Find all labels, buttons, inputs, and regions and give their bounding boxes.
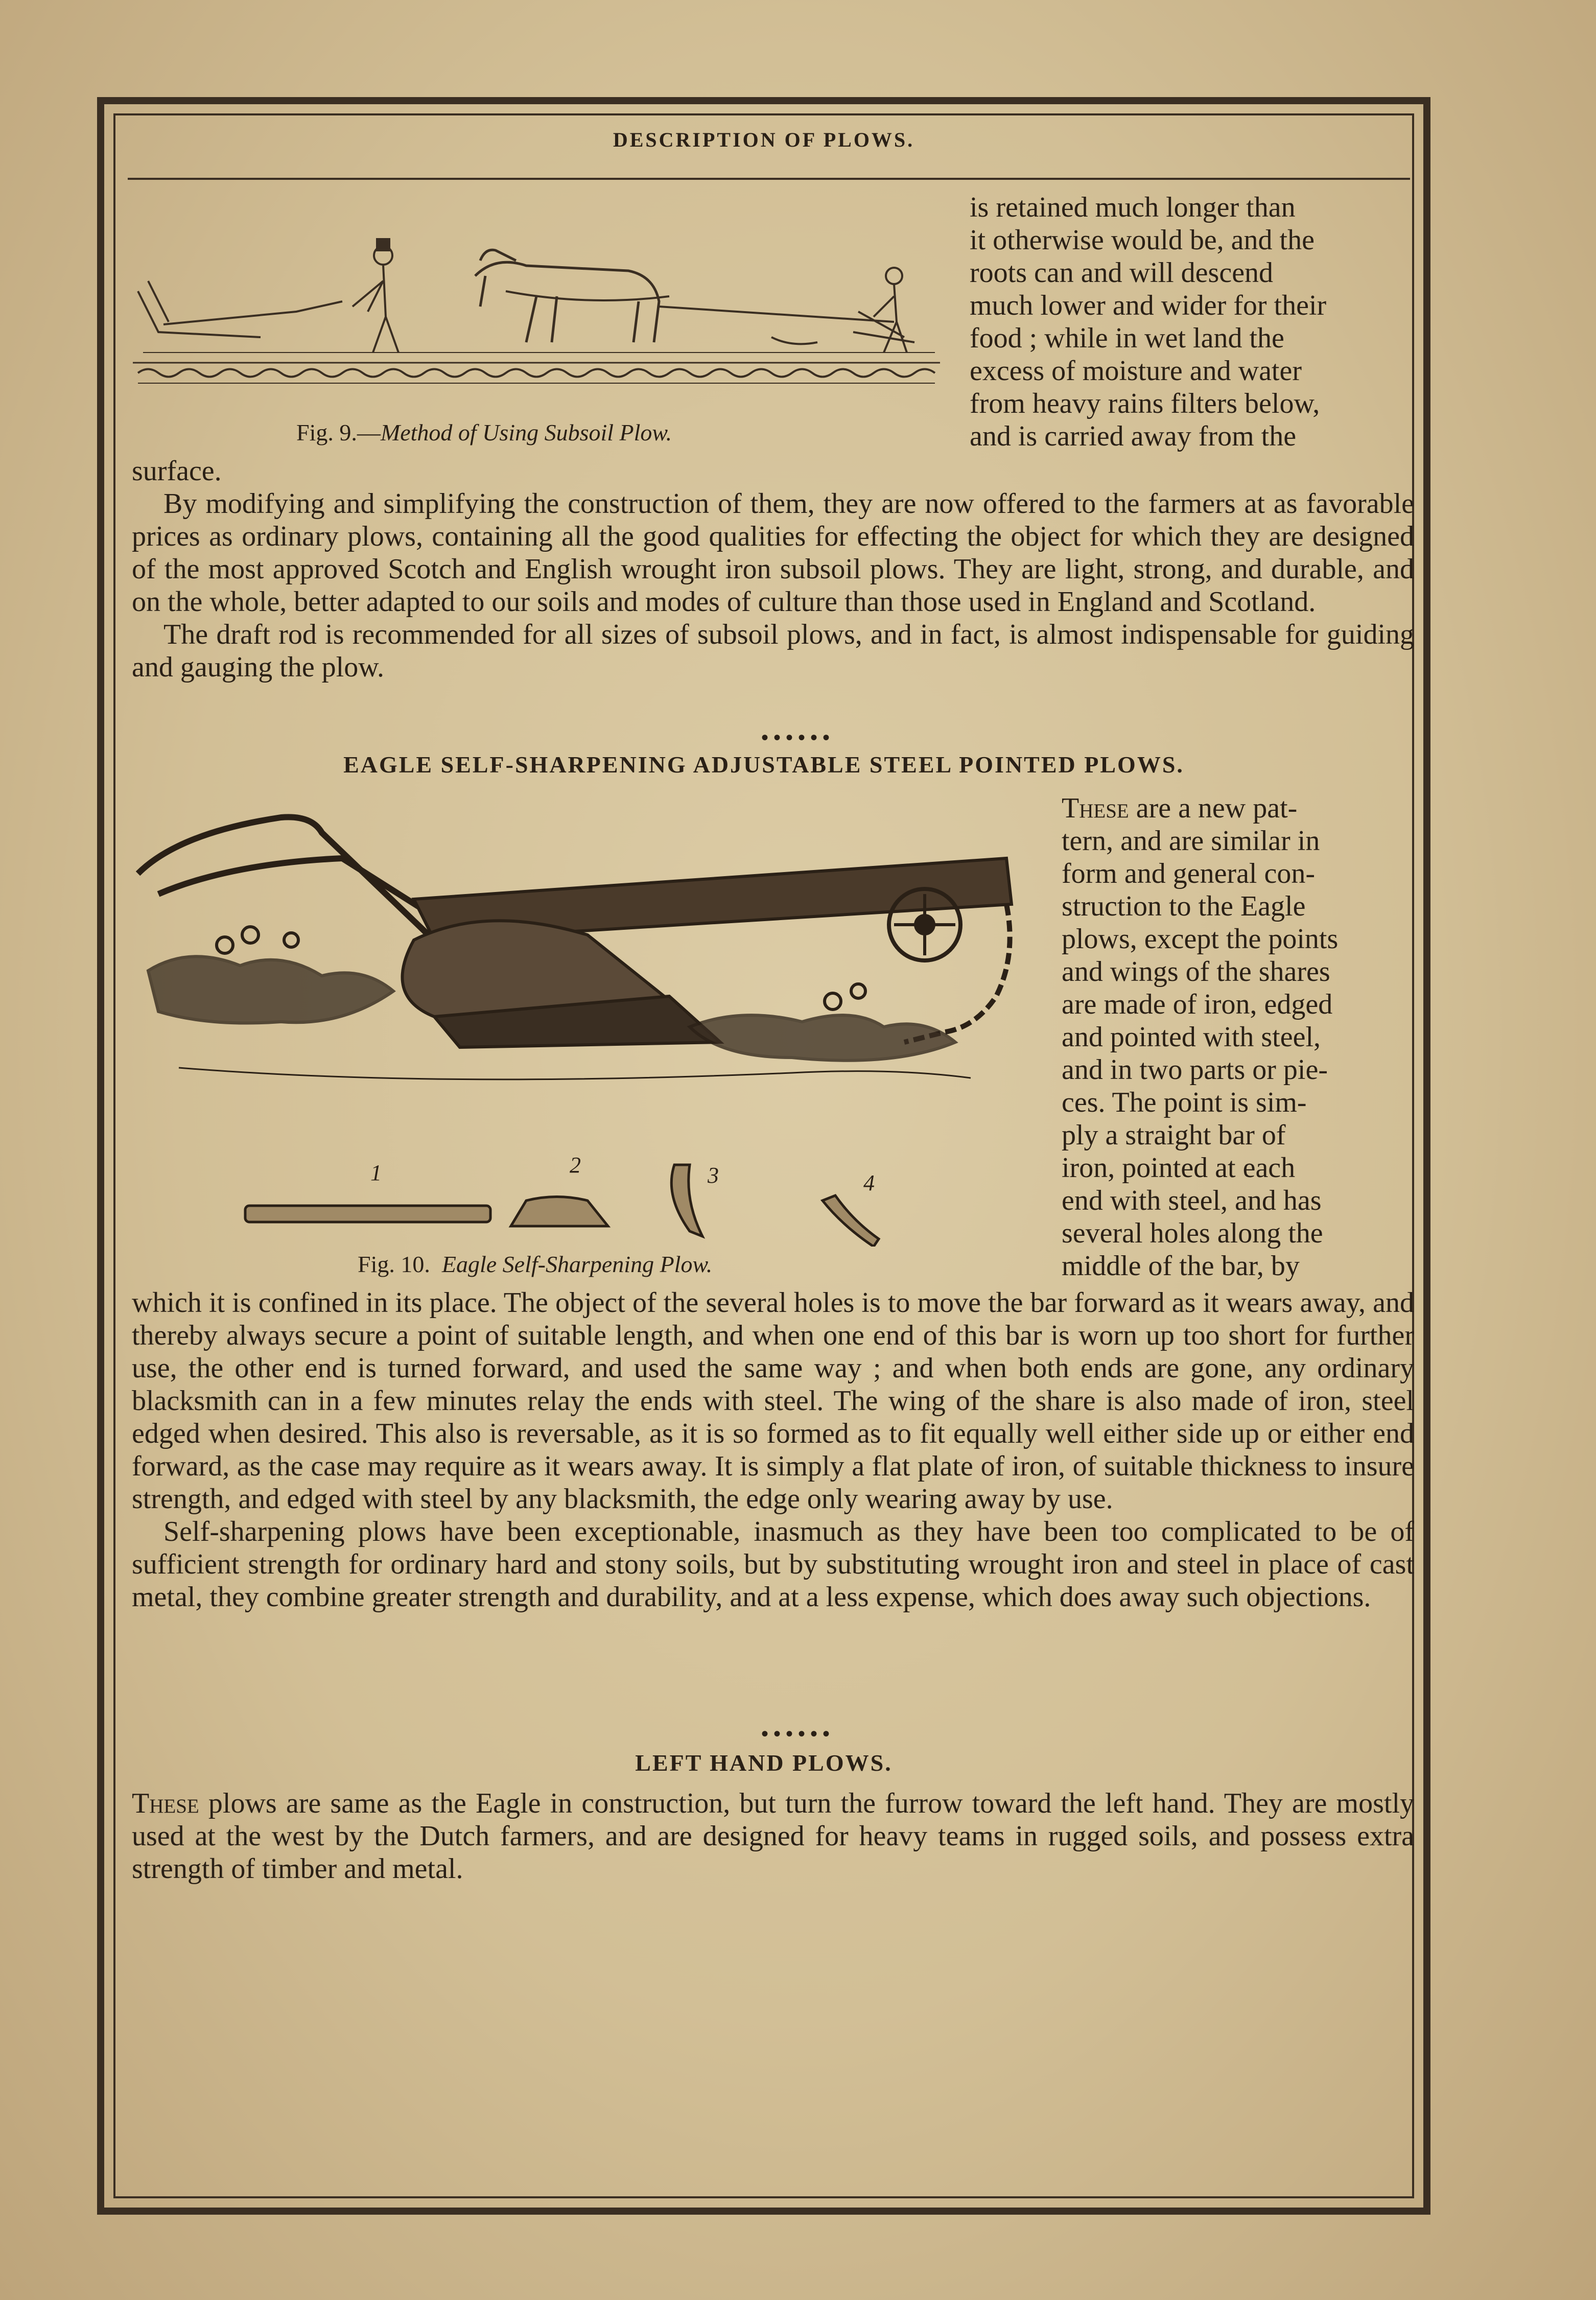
part-number-2: 2 [570, 1153, 581, 1178]
wrap-line: it otherwise would be, and the [970, 224, 1315, 256]
wrap-line: plows, except the points [1062, 923, 1339, 955]
wrap-line: is retained much longer than [970, 192, 1296, 223]
wrap-line: are made of iron, edged [1062, 989, 1333, 1020]
wrap-line: and is carried away from the [970, 420, 1297, 452]
part-number-1: 1 [370, 1160, 382, 1185]
fig9-subsoil-plow-illustration [128, 220, 945, 414]
surface-line: surface. [132, 455, 222, 487]
part4-share-piece [823, 1195, 879, 1247]
wrap-line: form and general con- [1062, 858, 1315, 889]
text-block-left-hand [132, 1787, 1414, 1885]
part3-share [671, 1165, 702, 1236]
wrap-line: and wings of the shares [1062, 956, 1330, 988]
eagle-lead-word: These [1062, 792, 1129, 824]
text-block-subsoil [132, 455, 1414, 684]
part2-wing-plate [511, 1197, 608, 1227]
fig9-wrap-text [970, 191, 1406, 453]
wrap-line: tern, and are similar in [1062, 825, 1320, 857]
wrap-line: from heavy rains filters below, [970, 388, 1320, 419]
paragraph-draft-rod: The draft rod is recommended for all sizes of subsoil plows, and in fact, is almost indispensable for guiding and gauging the plow. [132, 619, 1414, 683]
wrap-line: ply a straight bar of [1062, 1119, 1286, 1151]
paragraph-left-hand [132, 1787, 1414, 1885]
fig9-label: Fig. 9.— [296, 419, 381, 445]
text-block-eagle [132, 1286, 1414, 1613]
wrap-line: and pointed with steel, [1062, 1021, 1321, 1053]
wrap-line-text: are a new pat- [1136, 792, 1298, 824]
wrap-line: iron, pointed at each [1062, 1152, 1296, 1184]
paragraph-modifying: By modifying and simplifying the construction of them, they are now offered to the farmers at as favorable prices as ordinary plows, containing all the good qualities for effecting the object for which they are designed of the most approved Scotch and English wrought iron subsoil plows. They are light, strong, and durable, and on the whole, better adapted to our soils and modes of culture than those used in England and Scotland. [132, 488, 1414, 618]
wrap-line: ces. The point is sim- [1062, 1087, 1307, 1118]
section-divider: •••••• [761, 1722, 835, 1745]
heading-left-hand-plows: LEFT HAND PLOWS. [635, 1750, 893, 1776]
part-number-3: 3 [708, 1163, 719, 1188]
header-rule [128, 178, 1410, 180]
wrap-line [1062, 792, 1411, 825]
wrap-line: middle of the bar, by [1062, 1250, 1300, 1282]
section-divider: •••••• [761, 726, 835, 749]
fig10-eagle-plow-illustration [128, 802, 1047, 1149]
wrap-line: roots can and will descend [970, 257, 1274, 289]
wrap-line: and in two parts or pie- [1062, 1054, 1328, 1086]
fig9-title: Method of Using Subsoil Plow. [380, 419, 672, 445]
paragraph-left-hand-text: plows are same as the Eagle in construction, but turn the furrow toward the left hand. They are mostly used at the west by the Dutch farmers, and are designed for heavy teams in rugged soils, and possess extra strength of timber and metal. [132, 1788, 1415, 1885]
wrap-line: end with steel, and has [1062, 1185, 1322, 1216]
fig10-title: Eagle Self-Sharpening Plow. [441, 1251, 713, 1277]
fig10-caption [358, 1251, 712, 1278]
wrap-line: struction to the Eagle [1062, 890, 1306, 922]
fig9-caption [296, 419, 672, 446]
fig10-label: Fig. 10. [358, 1251, 430, 1277]
part-number-4: 4 [863, 1170, 875, 1195]
fig10-parts-row [240, 1144, 884, 1247]
part1-point-bar [245, 1206, 490, 1222]
running-head: DESCRIPTION OF PLOWS. [613, 128, 915, 151]
left-lead-word: These [132, 1788, 199, 1819]
wrap-line: excess of moisture and water [970, 355, 1302, 387]
wrap-line: food ; while in wet land the [970, 322, 1284, 354]
fig10-wrap-text [1062, 792, 1411, 1282]
heading-eagle-plows: EAGLE SELF-SHARPENING ADJUSTABLE STEEL POINTED PLOWS. [343, 752, 1184, 778]
wrap-line: much lower and wider for their [970, 290, 1327, 321]
paragraph-eagle-continued: which it is confined in its place. The object of the several holes is to move the bar forward as it wears away, and thereby always secure a point of suitable length, and when one end of this bar is worn up too short for further use, the other end is turned forward, and used the same way ; and when both ends are gone, any ordinary blacksmith can in a few minutes relay the ends with steel. The wing of the share is also made of iron, steel edged when desired. This also is reversable, as it is so formed as to fit equally well either side up or either end forward, as the case may require as it wears away. It is simply a flat plate of iron, of suitable thickness to insure strength, and edged with steel by any blacksmith, the edge only wearing away by use. [132, 1287, 1414, 1515]
paragraph-self-sharpening: Self-sharpening plows have been exceptionable, inasmuch as they have been too complicated to be of sufficient strength for ordinary hard and stony soils, but by substituting wrought iron and steel in place of cast metal, they combine greater strength and durability, and at a less expense, which does away such objections. [132, 1516, 1414, 1613]
wrap-line: several holes along the [1062, 1217, 1323, 1249]
